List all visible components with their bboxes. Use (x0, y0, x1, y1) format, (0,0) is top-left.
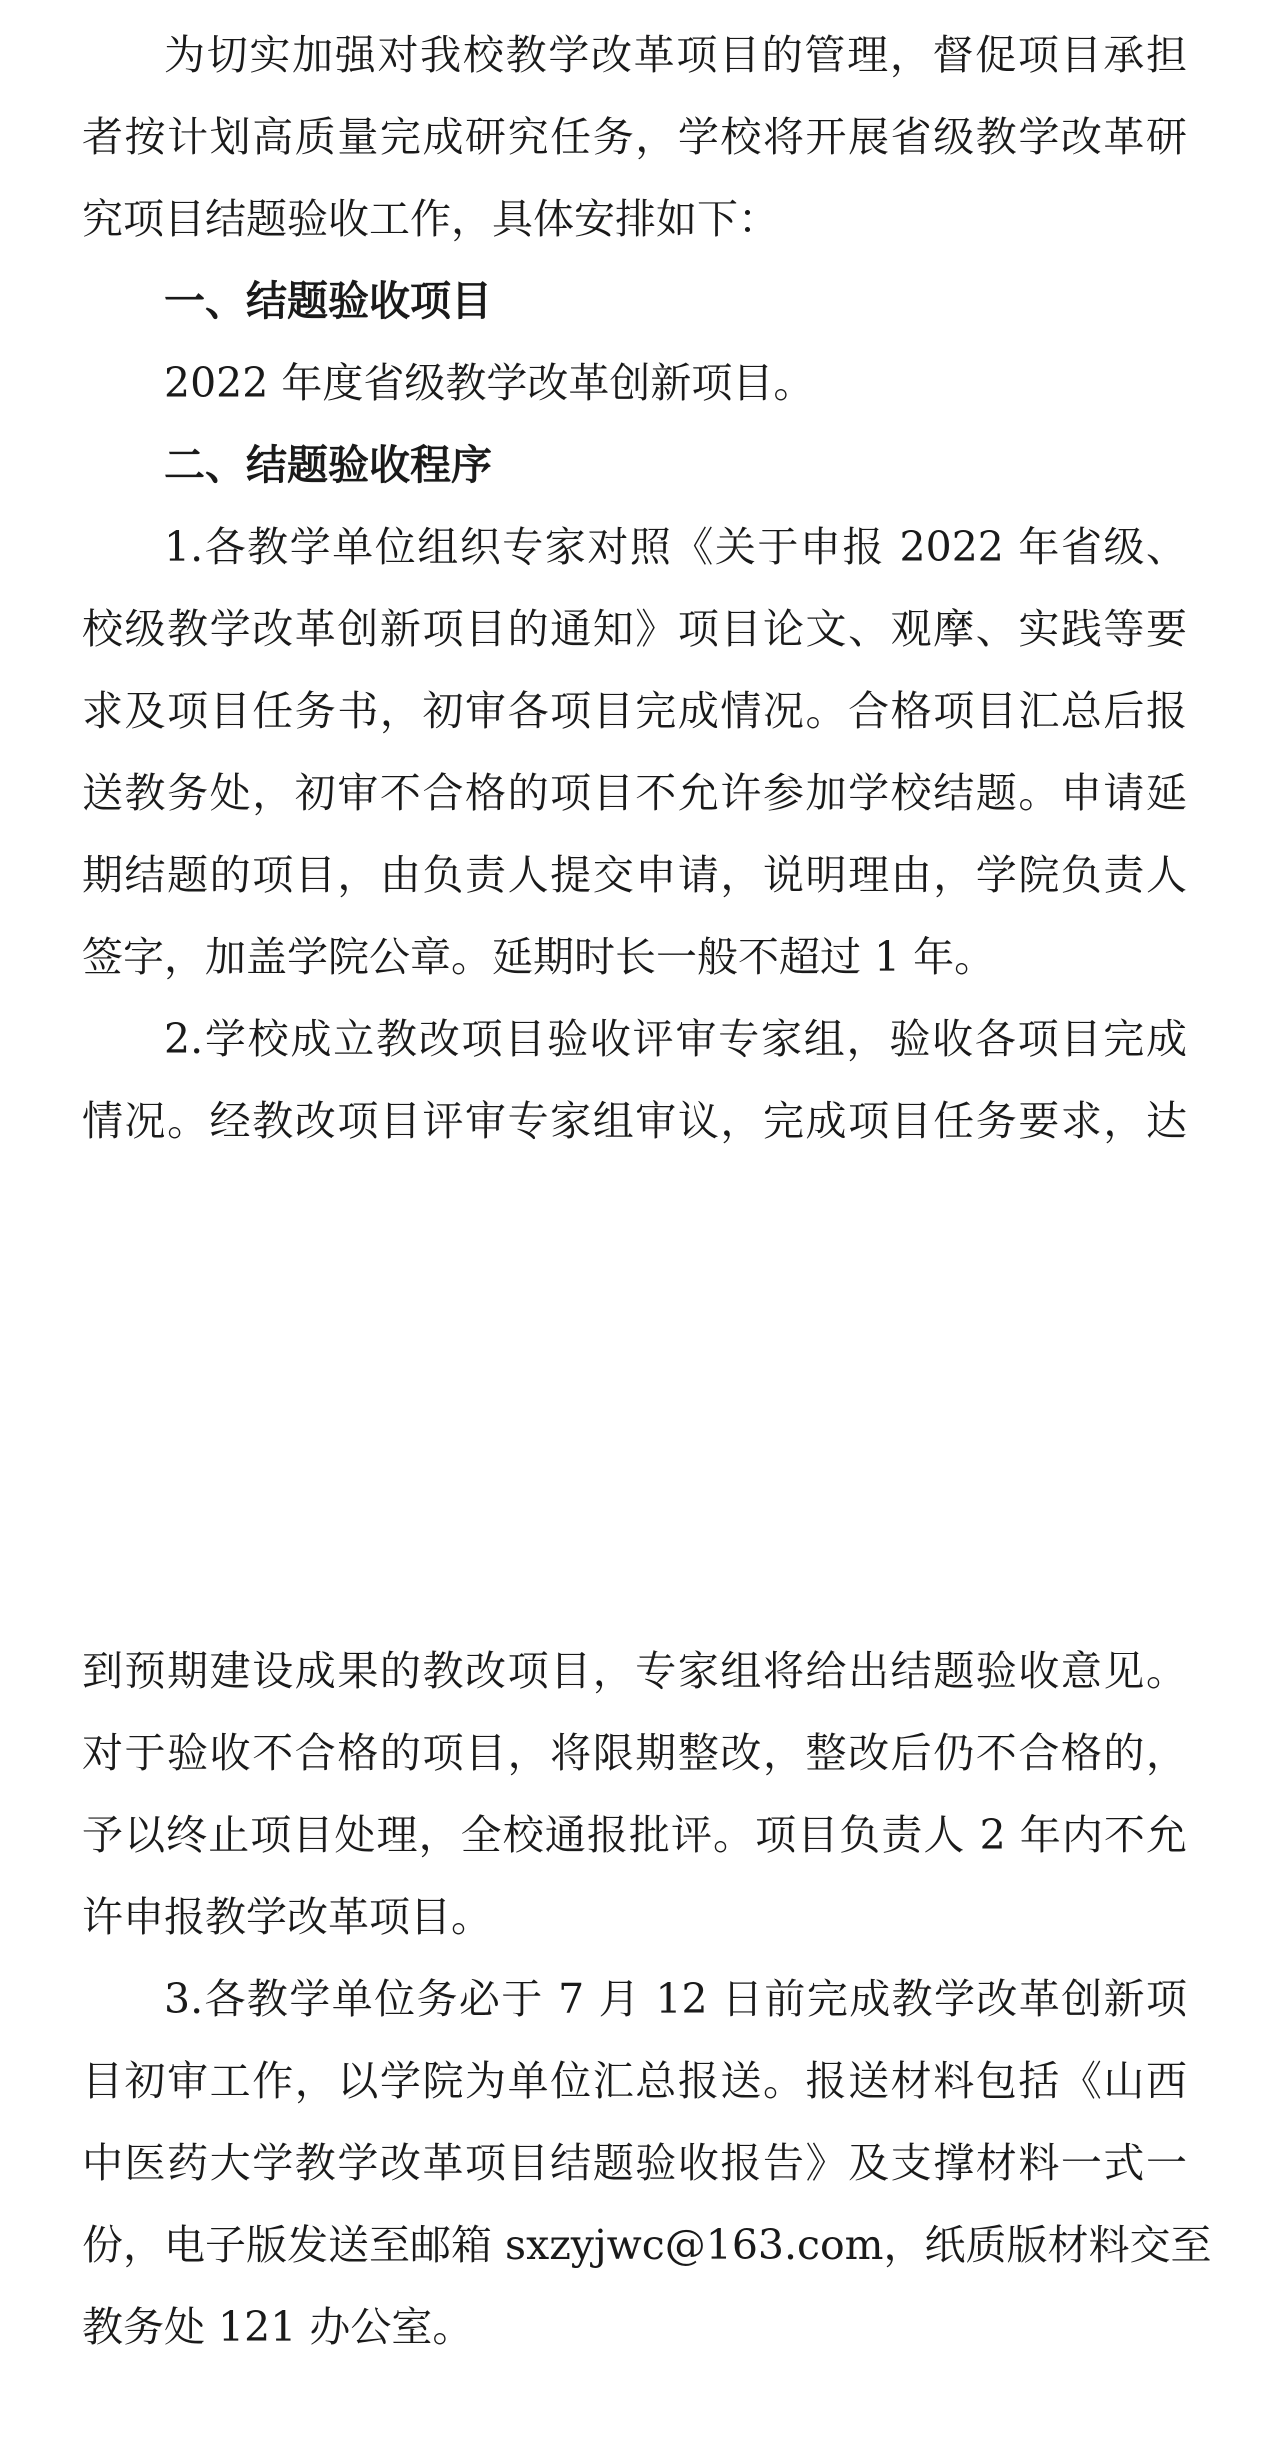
paragraph-line: 情况。经教改项目评审专家组审议，完成项目任务要求，达 (82, 1097, 1187, 1145)
paragraph-line: 予以终止项目处理，全校通报批评。项目负责人 2 年内不允 (82, 1811, 1187, 1859)
item-text: 2022 年度省级教学改革创新项目。 (164, 359, 815, 407)
paragraph-line: 签字，加盖学院公章。延期时长一般不超过 1 年。 (82, 933, 996, 981)
section-heading-2: 二、结题验收程序 (164, 441, 492, 489)
intro-line: 者按计划高质量完成研究任务，学校将开展省级教学改革研 (82, 113, 1187, 161)
paragraph-line: 3.各教学单位务必于 7 月 12 日前完成教学改革创新项 (164, 1975, 1187, 2023)
paragraph-line: 许申报教学改革项目。 (82, 1893, 492, 1941)
paragraph-line: 教务处 121 办公室。 (82, 2303, 474, 2351)
intro-line: 究项目结题验收工作，具体安排如下： (82, 195, 779, 243)
document-section-bottom (82, 1630, 1212, 2368)
paragraph-line: 2.学校成立教改项目验收评审专家组，验收各项目完成 (164, 1015, 1187, 1063)
paragraph-line: 求及项目任务书，初审各项目完成情况。合格项目汇总后报 (82, 687, 1187, 735)
paragraph-line: 份，电子版发送至邮箱 sxzyjwc@163.com，纸质版材料交至 (82, 2221, 1212, 2269)
paragraph-line: 中医药大学教学改革项目结题验收报告》及支撑材料一式一 (82, 2139, 1187, 2187)
paragraph-line: 校级教学改革创新项目的通知》项目论文、观摩、实践等要 (82, 605, 1187, 653)
paragraph-line: 到预期建设成果的教改项目，专家组将给出结题验收意见。 (82, 1647, 1187, 1695)
intro-line: 为切实加强对我校教学改革项目的管理，督促项目承担 (164, 31, 1187, 79)
paragraph-line: 期结题的项目，由负责人提交申请，说明理由，学院负责人 (82, 851, 1187, 899)
paragraph-line: 对于验收不合格的项目，将限期整改，整改后仍不合格的， (82, 1729, 1187, 1777)
paragraph-line: 1.各教学单位组织专家对照《关于申报 2022 年省级、 (164, 523, 1187, 571)
document-section-top (82, 14, 1187, 1162)
paragraph-line: 目初审工作，以学院为单位汇总报送。报送材料包括《山西 (82, 2057, 1187, 2105)
paragraph-line: 送教务处，初审不合格的项目不允许参加学校结题。申请延 (82, 769, 1187, 817)
section-heading-1: 一、结题验收项目 (164, 277, 492, 325)
